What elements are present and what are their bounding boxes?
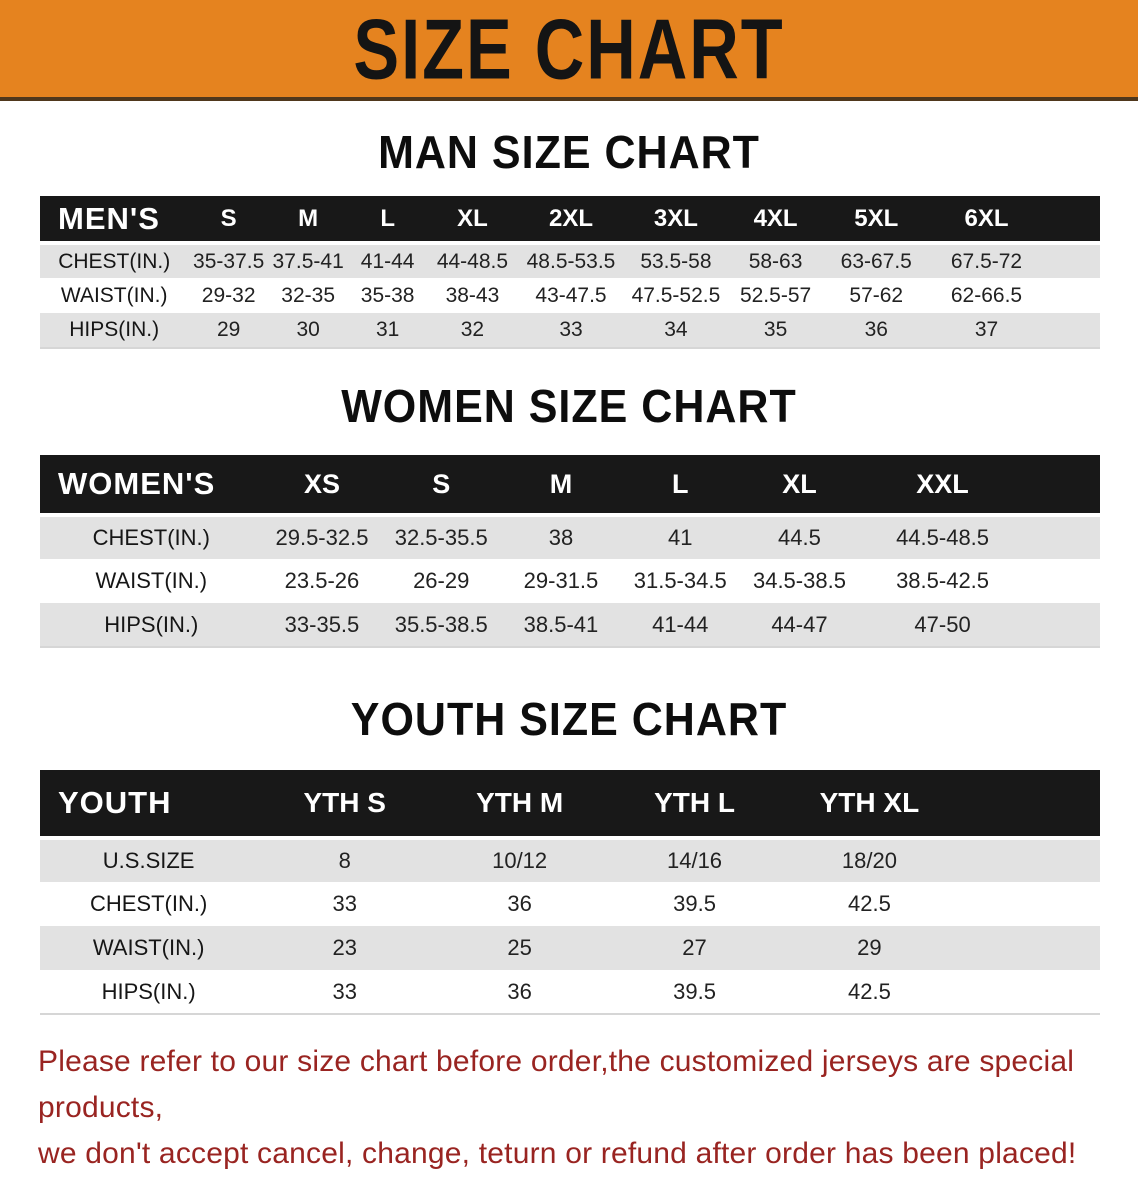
size-value-cell: 35 — [763, 318, 788, 341]
table-header — [40, 770, 1100, 838]
size-value-cell: 32.5-35.5 — [394, 525, 488, 550]
size-value-cell: 8 — [338, 848, 351, 873]
size-value-cell: 38.5-41 — [523, 611, 599, 637]
size-chart-sections — [0, 129, 1138, 1015]
section-heading-womens: WOMEN SIZE CHART — [341, 381, 797, 433]
column-header: YTH S — [257, 770, 432, 838]
spacer-cell — [1026, 515, 1100, 559]
size-value-cell: 38-43 — [445, 283, 500, 307]
table-row — [40, 313, 1100, 348]
column-header: M — [269, 196, 347, 243]
size-value-cell: 44-47 — [771, 611, 828, 637]
spacer-cell — [957, 838, 1100, 882]
mens-size-table — [40, 196, 1100, 349]
header-corner-label: MEN'S — [40, 196, 188, 243]
column-header: 3XL — [625, 196, 727, 243]
size-section-womens — [0, 383, 1138, 648]
row-label: CHEST(IN.) — [92, 525, 210, 550]
size-value-cell: 35.5-38.5 — [394, 611, 488, 637]
header-row — [40, 196, 1100, 243]
table-header — [40, 455, 1100, 515]
size-section-mens — [0, 129, 1138, 349]
size-value-cell: 41-44 — [652, 611, 709, 637]
table-row — [40, 970, 1100, 1014]
womens-size-table — [40, 455, 1100, 648]
size-value-cell: 25 — [507, 935, 532, 960]
size-value-cell: 23.5-26 — [284, 568, 360, 593]
size-value-cell: 26-29 — [413, 568, 470, 593]
spacer-cell — [1026, 603, 1100, 647]
size-value-cell: 34 — [664, 318, 688, 341]
size-value-cell: 41-44 — [360, 249, 415, 273]
disclaimer-note — [38, 1039, 1118, 1177]
size-value-cell: 29-32 — [201, 283, 256, 307]
size-value-cell: 58-63 — [748, 249, 803, 273]
note-line-2: we don't accept cancel, change, teturn or refund after order has been placed! — [38, 1137, 1077, 1170]
table-row — [40, 603, 1100, 647]
table-header — [40, 196, 1100, 243]
size-value-cell: 38 — [548, 525, 574, 550]
size-value-cell: 39.5 — [673, 978, 716, 1004]
table-body — [40, 515, 1100, 647]
column-header: L — [621, 455, 740, 515]
column-header: YTH M — [432, 770, 607, 838]
size-value-cell: 33 — [559, 318, 583, 341]
size-value-cell: 27 — [682, 935, 707, 960]
size-value-cell: 44-48.5 — [436, 249, 509, 273]
header-corner-label: YOUTH — [40, 770, 257, 838]
size-value-cell: 63-67.5 — [840, 249, 912, 273]
size-value-cell: 35-37.5 — [193, 249, 265, 273]
row-label: HIPS(IN.) — [104, 611, 199, 637]
size-value-cell: 42.5 — [848, 978, 891, 1004]
size-value-cell: 57-62 — [849, 283, 904, 307]
size-value-cell: 67.5-72 — [950, 249, 1023, 273]
size-value-cell: 10/12 — [492, 848, 548, 873]
column-header: XS — [263, 455, 382, 515]
size-value-cell: 36 — [507, 978, 532, 1004]
column-header: L — [347, 196, 428, 243]
section-heading-youth: YOUTH SIZE CHART — [350, 694, 788, 746]
column-header: 4XL — [727, 196, 825, 243]
size-value-cell: 35-38 — [360, 283, 415, 307]
size-value-cell: 37 — [974, 318, 999, 341]
note-line-1: Please refer to our size chart before order,the customized jerseys are special products, — [38, 1045, 1075, 1124]
size-value-cell: 36 — [507, 891, 532, 916]
size-value-cell: 30 — [296, 318, 320, 341]
column-header: XL — [428, 196, 517, 243]
spacer-cell — [1026, 559, 1100, 603]
row-label: WAIST(IN.) — [92, 935, 205, 960]
size-section-youth — [0, 696, 1138, 1015]
size-value-cell: 37.5-41 — [272, 249, 344, 273]
spacer-cell — [1026, 455, 1100, 515]
size-value-cell: 38.5-42.5 — [896, 568, 990, 593]
column-header: 5XL — [824, 196, 928, 243]
row-label: CHEST(IN.) — [89, 891, 208, 916]
section-heading-mens: MAN SIZE CHART — [378, 127, 760, 179]
table-row — [40, 882, 1100, 926]
column-header: S — [381, 455, 501, 515]
table-row — [40, 515, 1100, 559]
size-value-cell: 47-50 — [914, 611, 971, 637]
size-value-cell: 39.5 — [673, 891, 716, 916]
size-value-cell: 44.5 — [778, 525, 821, 550]
column-header: M — [501, 455, 621, 515]
column-header: S — [188, 196, 269, 243]
row-label: CHEST(IN.) — [58, 249, 171, 273]
banner — [0, 0, 1138, 101]
size-value-cell: 53.5-58 — [640, 249, 712, 273]
size-value-cell: 23 — [332, 935, 357, 960]
table-body — [40, 838, 1100, 1014]
table-row — [40, 278, 1100, 313]
size-value-cell: 33-35.5 — [284, 611, 360, 637]
spacer-cell — [957, 770, 1100, 838]
size-value-cell: 42.5 — [848, 891, 891, 916]
size-value-cell: 18/20 — [841, 848, 897, 873]
table-body — [40, 243, 1100, 348]
header-corner-label: WOMEN'S — [40, 455, 263, 515]
column-header: YTH XL — [782, 770, 957, 838]
table-row — [40, 243, 1100, 278]
row-label: HIPS(IN.) — [101, 978, 196, 1004]
size-value-cell: 29 — [216, 318, 241, 341]
size-value-cell: 31.5-34.5 — [633, 568, 727, 593]
column-header: 6XL — [928, 196, 1045, 243]
row-label: HIPS(IN.) — [69, 318, 160, 341]
size-value-cell: 41 — [667, 525, 693, 550]
column-header: XL — [740, 455, 860, 515]
size-value-cell: 47.5-52.5 — [631, 283, 721, 307]
table-row — [40, 926, 1100, 970]
row-label: WAIST(IN.) — [95, 568, 208, 593]
column-header: 2XL — [517, 196, 625, 243]
column-header: YTH L — [607, 770, 782, 838]
spacer-cell — [1045, 196, 1100, 243]
size-value-cell: 32 — [460, 318, 485, 341]
spacer-cell — [957, 926, 1100, 970]
size-value-cell: 32-35 — [281, 283, 336, 307]
size-value-cell: 62-66.5 — [950, 283, 1023, 307]
row-label: U.S.SIZE — [102, 848, 195, 873]
column-header: XXL — [859, 455, 1025, 515]
size-value-cell: 29 — [857, 935, 882, 960]
table-row — [40, 838, 1100, 882]
size-value-cell: 43-47.5 — [535, 283, 607, 307]
youth-size-table — [40, 770, 1100, 1015]
spacer-cell — [957, 882, 1100, 926]
header-row — [40, 455, 1100, 515]
page-title: SIZE CHART — [353, 0, 785, 97]
size-value-cell: 48.5-53.5 — [526, 249, 616, 273]
size-value-cell: 52.5-57 — [739, 283, 812, 307]
spacer-cell — [1045, 243, 1100, 278]
size-value-cell: 34.5-38.5 — [752, 568, 846, 593]
size-value-cell: 31 — [375, 318, 400, 341]
header-row — [40, 770, 1100, 838]
size-value-cell: 44.5-48.5 — [896, 525, 990, 550]
size-value-cell: 29-31.5 — [523, 568, 599, 593]
spacer-cell — [957, 970, 1100, 1014]
size-value-cell: 36 — [864, 318, 888, 341]
spacer-cell — [1045, 313, 1100, 348]
size-value-cell: 14/16 — [666, 848, 723, 873]
size-value-cell: 33 — [332, 891, 357, 916]
size-value-cell: 33 — [332, 978, 357, 1004]
size-value-cell: 29.5-32.5 — [275, 525, 369, 550]
spacer-cell — [1045, 278, 1100, 313]
table-row — [40, 559, 1100, 603]
row-label: WAIST(IN.) — [60, 283, 168, 307]
